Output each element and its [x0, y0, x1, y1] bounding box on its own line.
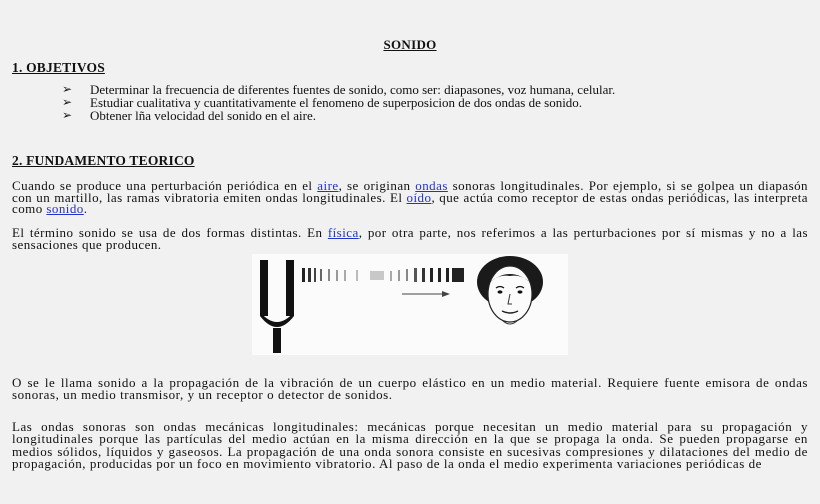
arrow-bullet-icon: ➢ — [62, 95, 73, 109]
link-ondas[interactable]: ondas — [415, 178, 448, 193]
paragraph-text: , por otra parte, nos referimos a las perturbaciones por sí mismas y no a las sensaciones que producen. — [12, 225, 808, 252]
paragraph-text: sonoras longitudinales. Por ejemplo, si se golpea un diapasón con un martillo, las ramas vibratoria emiten ondas longitudinales. El — [12, 178, 808, 205]
paragraph-text: , se originan — [338, 178, 416, 193]
list-item — [62, 108, 806, 123]
objetivos-list — [62, 82, 806, 123]
list-item-text: Determinar la frecuencia de diferentes fuentes de sonido, como ser: diapasones, voz humana, celular. — [90, 82, 616, 97]
tuning-fork-icon — [260, 260, 294, 353]
arrow-bullet-icon: ➢ — [62, 82, 73, 96]
arrow-bullet-icon: ➢ — [62, 108, 73, 122]
paragraph-3: O se le llama sonido a la propagación de la vibración de un cuerpo elástico en un medio material. Requiere fuente emisora de ondas sonoras, un medio transmisor, y un receptor o detector de sonidos. — [12, 375, 808, 403]
paragraph-text: , que actúa como receptor de estas ondas periódicas, las interpreta como — [12, 189, 808, 217]
link-sonido[interactable]: sonido — [46, 201, 84, 217]
list-item-text: Obtener lña velocidad del sonido en el aire. — [90, 108, 316, 123]
section-heading-fundamento: 2. FUNDAMENTO TEORICO — [12, 153, 195, 168]
illustration-svg — [252, 254, 568, 355]
paragraph-text: . — [83, 201, 88, 217]
list-item-text: Estudiar cualitativa y cuantitativamente el fenomeno de superposicion de dos ondas de sonido. — [90, 95, 583, 110]
sound-wave-icon — [302, 268, 464, 297]
paragraph-2 — [12, 227, 808, 250]
link-aire[interactable]: aire — [317, 178, 339, 193]
page-title: SONIDO — [383, 37, 437, 52]
link-oido[interactable]: oído — [406, 189, 432, 205]
human-face-icon — [477, 256, 543, 324]
paragraph-4: Las ondas sonoras son ondas mecánicas longitudinales: mecánicas porque necesitan un medio material para su propagación y longitudinales porque las partículas del medio actúan en la misma dirección en la que se propaga la onda. Se pueden propagarse en medios sólidos, líquidos y gaseosos. La propagación de una onda sonora consiste en sucesivas compresiones y dilataciones del medio de propagación, producidas por un foco en movimiento vibratorio. Al paso de la onda el medio experimenta variaciones periódicas de — [12, 419, 808, 471]
sound-illustration — [252, 254, 568, 355]
paragraph-1 — [12, 180, 808, 215]
link-fisica[interactable]: física — [327, 225, 359, 240]
section-heading-objetivos: 1. OBJETIVOS — [12, 60, 105, 75]
paragraph-text: Cuando se produce una perturbación periódica en el — [12, 178, 318, 193]
paragraph-text: El término sonido se usa de dos formas distintas. En — [12, 225, 328, 240]
